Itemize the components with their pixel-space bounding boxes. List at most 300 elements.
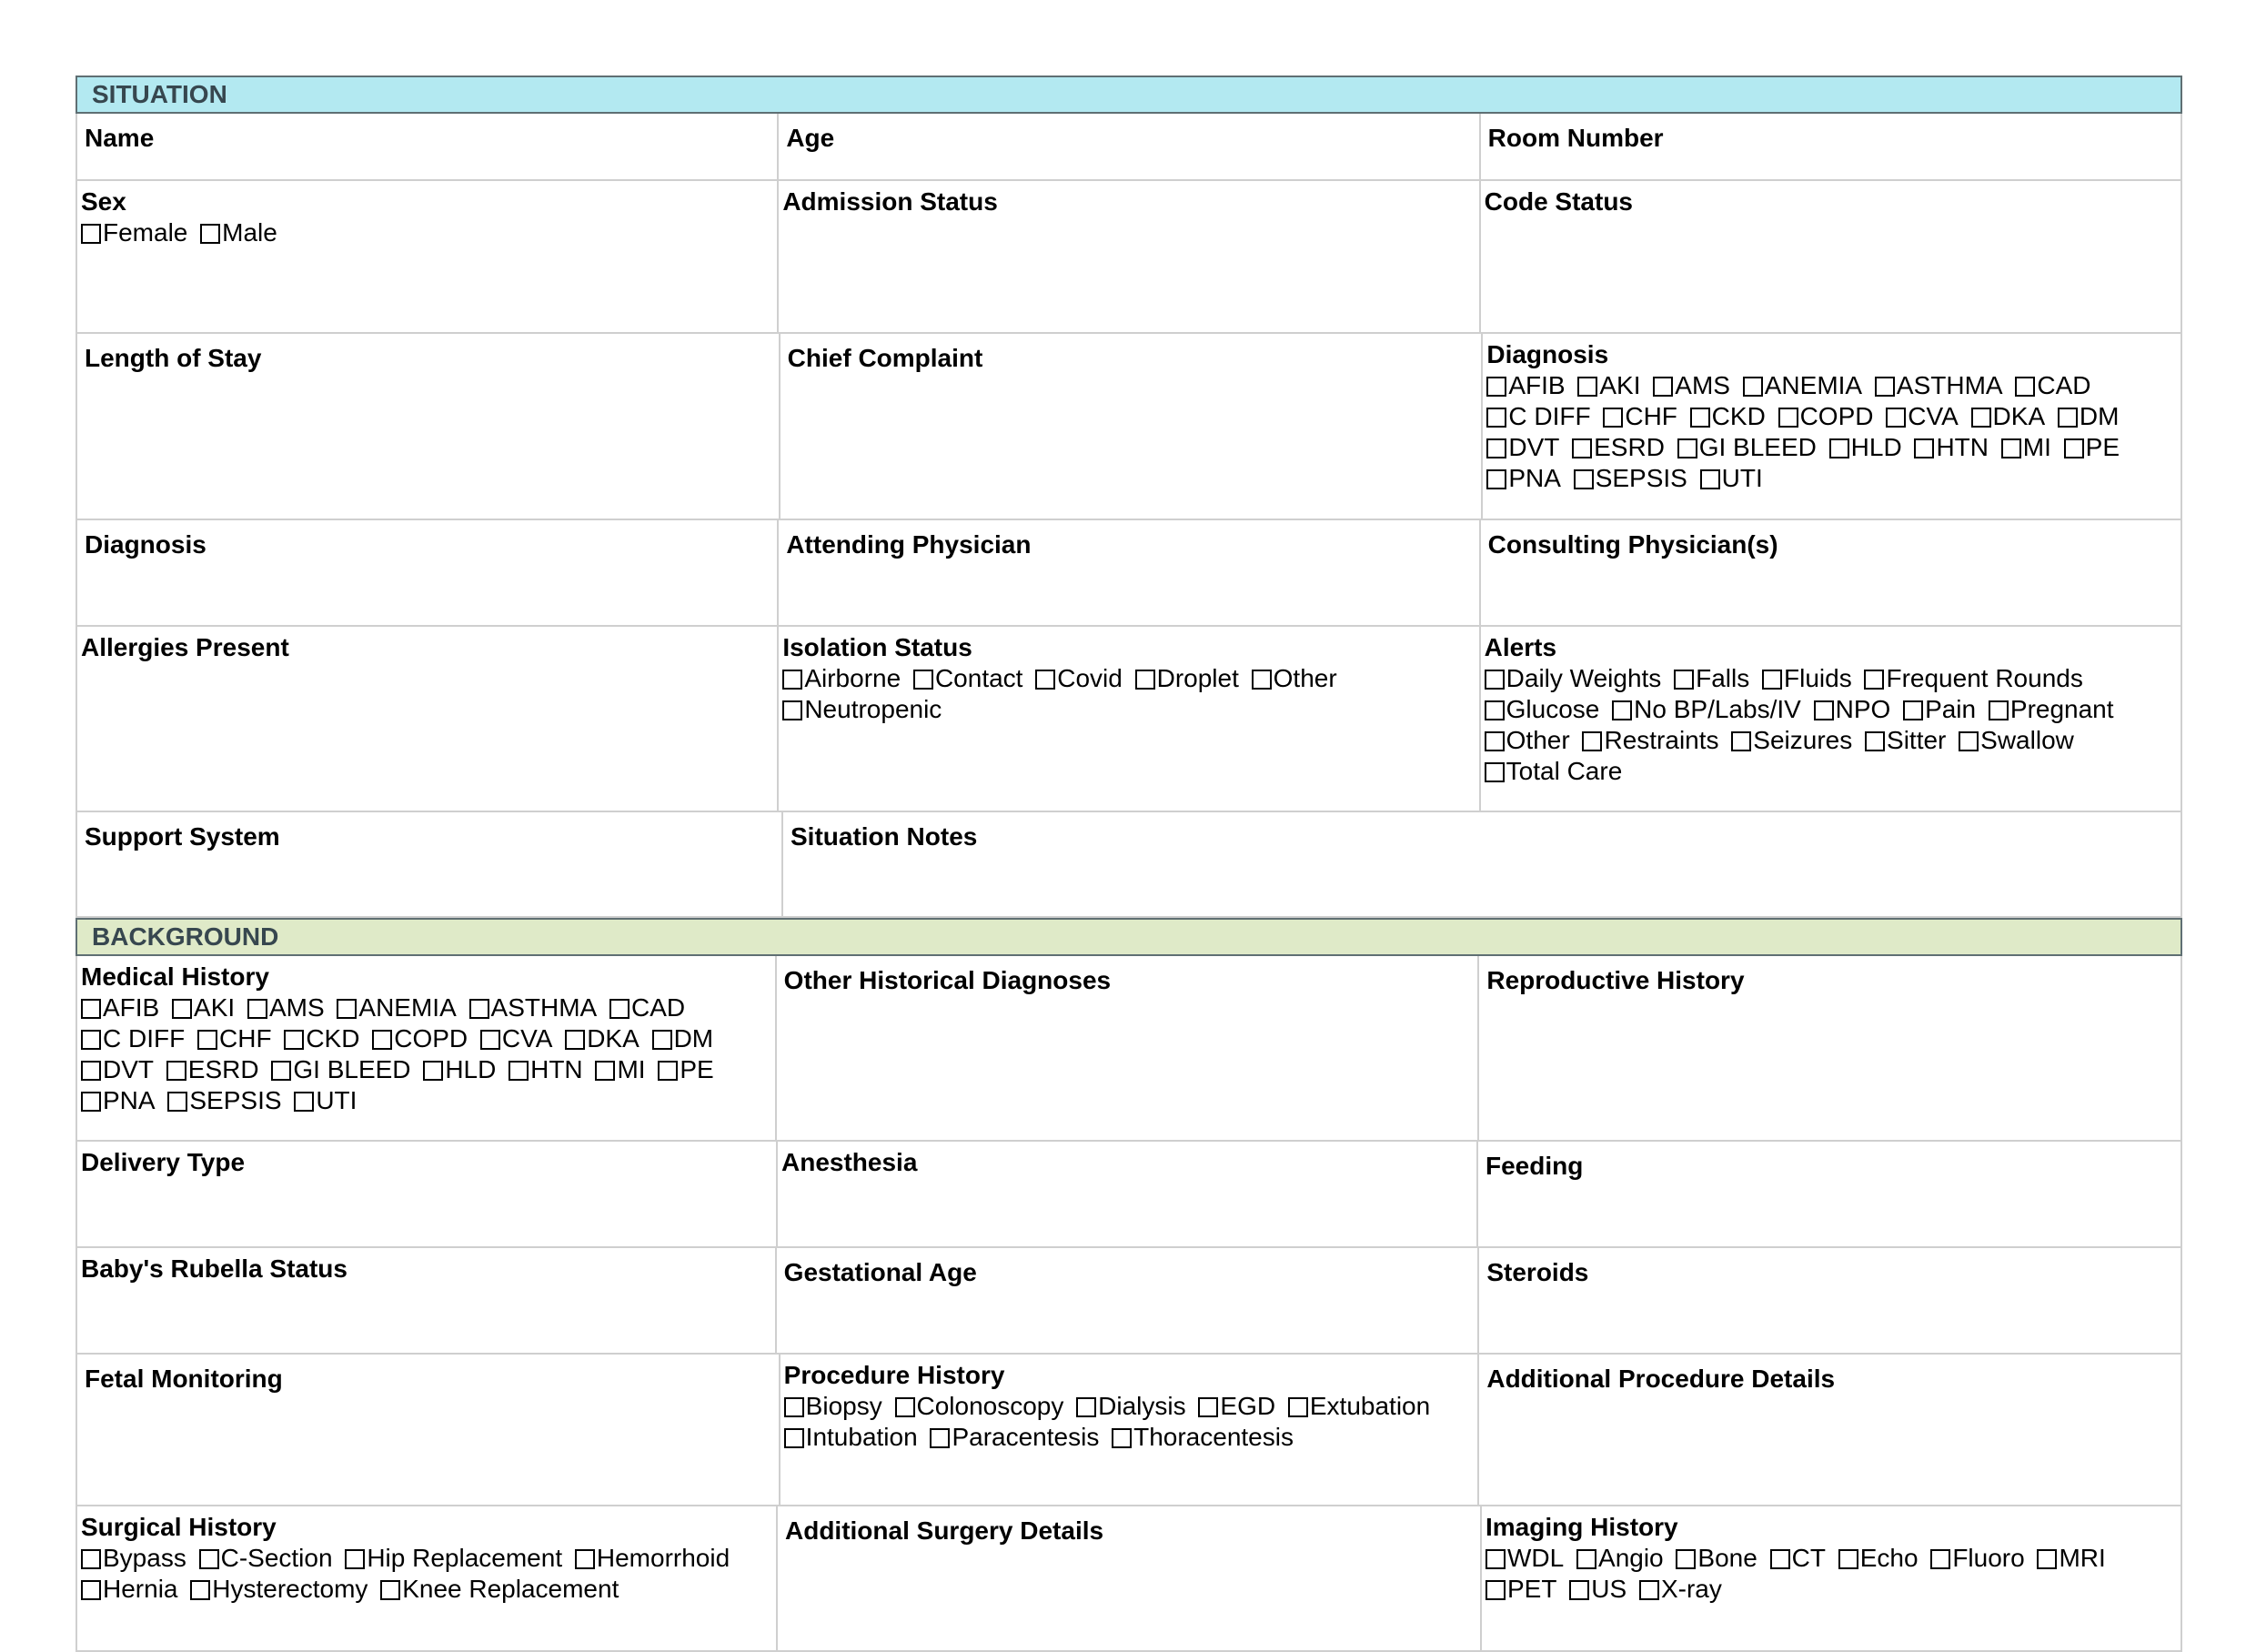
- medical-history-options: [81, 992, 771, 1116]
- checkbox-option[interactable]: [1574, 464, 1687, 492]
- checkbox-icon[interactable]: [1700, 469, 1720, 489]
- checkbox-icon[interactable]: [480, 1030, 500, 1050]
- checkbox-label: PE: [2085, 433, 2120, 461]
- checkbox-icon[interactable]: [247, 999, 267, 1019]
- checkbox-option[interactable]: [81, 1544, 186, 1572]
- checkbox-icon[interactable]: [2037, 1549, 2057, 1569]
- checkbox-option[interactable]: [81, 1086, 156, 1114]
- checkbox-icon[interactable]: [1577, 377, 1597, 397]
- checkbox-option[interactable]: [294, 1086, 357, 1114]
- checkbox-icon[interactable]: [1486, 377, 1506, 397]
- checkbox-icon[interactable]: [1778, 408, 1798, 428]
- checkbox-label: WDL: [1507, 1544, 1565, 1572]
- checkbox-option[interactable]: [81, 1055, 154, 1083]
- checkbox-icon[interactable]: [784, 1428, 804, 1448]
- checkbox-icon[interactable]: [81, 1092, 101, 1112]
- checkbox-icon[interactable]: [1135, 670, 1155, 690]
- procedure-history-field: [781, 1355, 1480, 1506]
- checkbox-option[interactable]: [1252, 664, 1337, 692]
- checkbox-icon[interactable]: [81, 1030, 101, 1050]
- checkbox-option[interactable]: [1814, 695, 1891, 723]
- checkbox-icon[interactable]: [1930, 1549, 1950, 1569]
- checkbox-option[interactable]: [784, 1392, 882, 1420]
- delivery-type-label: Delivery Type: [81, 1148, 246, 1176]
- length-of-stay-field[interactable]: [77, 334, 781, 520]
- checkbox-icon[interactable]: [81, 1580, 101, 1600]
- checkbox-option[interactable]: [1914, 433, 1989, 461]
- checkbox-label: DM: [673, 1024, 714, 1053]
- checkbox-label: Thoracentesis: [1133, 1423, 1294, 1451]
- checkbox-label: COPD: [394, 1024, 468, 1053]
- checkbox-option[interactable]: [1576, 1544, 1664, 1572]
- checkbox-icon[interactable]: [1603, 408, 1623, 428]
- situation-row-1: [76, 114, 2182, 181]
- checkbox-icon[interactable]: [1612, 700, 1632, 720]
- checkbox-icon[interactable]: [423, 1061, 443, 1081]
- checkbox-icon[interactable]: [1971, 408, 1991, 428]
- procedure-history-options: [784, 1391, 1475, 1453]
- checkbox-option[interactable]: [1959, 726, 2074, 754]
- situation-row-3: [76, 334, 2182, 520]
- situation-row-4: [76, 520, 2182, 627]
- checkbox-option[interactable]: [172, 993, 235, 1022]
- checkbox-label: AKI: [194, 993, 236, 1022]
- checkbox-label: Hysterectomy: [212, 1575, 368, 1603]
- checkbox-label: C-Section: [220, 1544, 333, 1572]
- imaging-history-label: Imaging History: [1486, 1513, 1678, 1541]
- checkbox-icon[interactable]: [1486, 469, 1506, 489]
- checkbox-option[interactable]: [1886, 402, 1959, 430]
- other-historical-diagnoses-label: Other Historical Diagnoses: [783, 966, 1112, 994]
- checkbox-icon[interactable]: [1486, 1580, 1506, 1600]
- checkbox-option[interactable]: [1989, 695, 2114, 723]
- checkbox-option[interactable]: [423, 1055, 496, 1083]
- checkbox-icon[interactable]: [469, 999, 489, 1019]
- checkbox-icon[interactable]: [1486, 1549, 1506, 1569]
- support-system-field[interactable]: [77, 812, 783, 918]
- checkbox-label: Hernia: [103, 1575, 178, 1603]
- sex-label: Sex: [81, 187, 126, 216]
- checkbox-label: Other: [1506, 726, 1570, 754]
- checkbox-label: CT: [1791, 1544, 1826, 1572]
- situation-row-6: [76, 812, 2182, 918]
- anesthesia-field[interactable]: [778, 1142, 1478, 1248]
- checkbox-option[interactable]: [380, 1575, 619, 1603]
- sex-field: [77, 181, 779, 334]
- checkbox-option[interactable]: [1700, 464, 1763, 492]
- checkbox-option[interactable]: [1288, 1392, 1430, 1420]
- checkbox-label: CHF: [1625, 402, 1677, 430]
- checkbox-icon[interactable]: [1112, 1428, 1132, 1448]
- checkbox-option[interactable]: [2037, 1544, 2105, 1572]
- checkbox-label: EGD: [1220, 1392, 1276, 1420]
- checkbox-option[interactable]: [1035, 664, 1123, 692]
- checkbox-option[interactable]: [197, 1024, 272, 1053]
- checkbox-icon[interactable]: [784, 1397, 804, 1417]
- checkbox-label: HTN: [1936, 433, 1989, 461]
- checkbox-option[interactable]: [1930, 1544, 2024, 1572]
- checkbox-label: Restraints: [1604, 726, 1719, 754]
- checkbox-icon[interactable]: [1875, 377, 1895, 397]
- checkbox-icon[interactable]: [509, 1061, 529, 1081]
- checkbox-label: CVA: [1908, 402, 1959, 430]
- checkbox-icon[interactable]: [1762, 670, 1782, 690]
- checkbox-icon[interactable]: [1572, 438, 1592, 458]
- checkbox-label: Dialysis: [1098, 1392, 1186, 1420]
- other-historical-diagnoses-field[interactable]: [777, 956, 1480, 1142]
- checkbox-label: Total Care: [1506, 757, 1623, 785]
- checkbox-icon[interactable]: [81, 999, 101, 1019]
- checkbox-label: PNA: [103, 1086, 156, 1114]
- situation-notes-field[interactable]: [783, 812, 2182, 918]
- checkbox-option[interactable]: [1198, 1392, 1275, 1420]
- checkbox-icon[interactable]: [930, 1428, 950, 1448]
- checkbox-option[interactable]: [1762, 664, 1852, 692]
- alerts-options: [1485, 663, 2177, 787]
- checkbox-option[interactable]: [1674, 664, 1749, 692]
- background-row-3: [76, 1248, 2182, 1355]
- checkbox-label: UTI: [1721, 464, 1763, 492]
- checkbox-icon[interactable]: [1770, 1549, 1790, 1569]
- checkbox-icon[interactable]: [81, 1549, 101, 1569]
- checkbox-icon[interactable]: [1486, 438, 1506, 458]
- checkbox-option[interactable]: [658, 1055, 713, 1083]
- checkbox-option[interactable]: [1838, 1544, 1919, 1572]
- feeding-field[interactable]: [1478, 1142, 2182, 1248]
- checkbox-icon[interactable]: [1639, 1580, 1659, 1600]
- attending-physician-field[interactable]: [779, 520, 1480, 627]
- checkbox-option[interactable]: [2001, 433, 2051, 461]
- support-system-label: Support System: [85, 822, 280, 851]
- situation-notes-label: Situation Notes: [791, 822, 978, 851]
- checkbox-label: Female: [103, 218, 188, 247]
- checkbox-option[interactable]: [1076, 1392, 1185, 1420]
- background-row-1: [76, 956, 2182, 1142]
- checkbox-option[interactable]: [1485, 726, 1570, 754]
- checkbox-icon[interactable]: [199, 1549, 219, 1569]
- checkbox-icon[interactable]: [1485, 700, 1505, 720]
- checkbox-option[interactable]: [1603, 402, 1677, 430]
- reproductive-history-field[interactable]: [1479, 956, 2182, 1142]
- diagnosis-label: Diagnosis: [85, 530, 206, 559]
- checkbox-icon[interactable]: [1035, 670, 1055, 690]
- checkbox-label: PNA: [1508, 464, 1561, 492]
- checkbox-icon[interactable]: [1198, 1397, 1218, 1417]
- checkbox-option[interactable]: [2064, 433, 2120, 461]
- checkbox-label: Airborne: [804, 664, 901, 692]
- checkbox-option[interactable]: [1486, 371, 1565, 399]
- age-field[interactable]: [779, 114, 1480, 181]
- checkbox-icon[interactable]: [1486, 408, 1506, 428]
- checkbox-option[interactable]: [1690, 402, 1766, 430]
- name-label: Name: [85, 124, 155, 152]
- checkbox-option[interactable]: [1829, 433, 1902, 461]
- checkbox-option[interactable]: [565, 1024, 640, 1053]
- checkbox-label: MRI: [2059, 1544, 2106, 1572]
- checkbox-option[interactable]: [575, 1544, 730, 1572]
- checkbox-option[interactable]: [81, 1575, 177, 1603]
- checkbox-option[interactable]: [1971, 402, 2046, 430]
- checkbox-icon[interactable]: [271, 1061, 291, 1081]
- checkbox-option[interactable]: [345, 1544, 562, 1572]
- checkbox-option[interactable]: [2058, 402, 2120, 430]
- checkbox-option[interactable]: [1135, 664, 1239, 692]
- checkbox-option[interactable]: [1875, 371, 2003, 399]
- checkbox-label: Daily Weights: [1506, 664, 1662, 692]
- checkbox-option[interactable]: [782, 664, 901, 692]
- checkbox-icon[interactable]: [575, 1549, 595, 1569]
- checkbox-icon[interactable]: [565, 1030, 585, 1050]
- checkbox-label: DVT: [1508, 433, 1560, 461]
- checkbox-label: Falls: [1696, 664, 1750, 692]
- checkbox-option[interactable]: [1572, 433, 1665, 461]
- checkbox-label: DKA: [587, 1024, 640, 1053]
- chief-complaint-field[interactable]: [781, 334, 1484, 520]
- checkbox-icon[interactable]: [1569, 1580, 1589, 1600]
- checkbox-option[interactable]: [930, 1423, 1099, 1451]
- checkbox-option[interactable]: [372, 1024, 468, 1053]
- handoff-form: [76, 76, 2182, 1652]
- checkbox-icon[interactable]: [81, 1061, 101, 1081]
- checkbox-option[interactable]: [509, 1055, 583, 1083]
- situation-header: SITUATION: [76, 76, 2182, 114]
- checkbox-option[interactable]: [480, 1024, 553, 1053]
- checkbox-icon[interactable]: [1485, 762, 1505, 782]
- checkbox-icon[interactable]: [595, 1061, 615, 1081]
- checkbox-label: Fluids: [1784, 664, 1852, 692]
- name-field[interactable]: [77, 114, 779, 181]
- checkbox-icon[interactable]: [1743, 377, 1763, 397]
- checkbox-icon[interactable]: [1653, 377, 1673, 397]
- background-header: BACKGROUND: [76, 918, 2182, 956]
- checkbox-icon[interactable]: [1674, 670, 1694, 690]
- checkbox-icon[interactable]: [658, 1061, 678, 1081]
- checkbox-icon[interactable]: [2015, 377, 2035, 397]
- checkbox-icon[interactable]: [652, 1030, 672, 1050]
- additional-surgery-details-field[interactable]: [778, 1506, 1482, 1652]
- checkbox-icon[interactable]: [1903, 700, 1923, 720]
- checkbox-icon[interactable]: [200, 224, 220, 244]
- checkbox-option[interactable]: [1864, 664, 2082, 692]
- checkbox-option[interactable]: [609, 993, 685, 1022]
- checkbox-option[interactable]: [81, 993, 159, 1022]
- background-row-5: [76, 1506, 2182, 1652]
- rubella-status-field[interactable]: [77, 1248, 777, 1355]
- checkbox-option[interactable]: [1677, 433, 1817, 461]
- diagnosis-checklist-label: Diagnosis: [1486, 340, 1609, 368]
- consulting-physician-field[interactable]: [1481, 520, 2182, 627]
- checkbox-icon[interactable]: [337, 999, 357, 1019]
- checkbox-icon[interactable]: [1838, 1549, 1858, 1569]
- checkbox-option[interactable]: [1770, 1544, 1826, 1572]
- checkbox-label: MI: [617, 1055, 646, 1083]
- checkbox-option[interactable]: [1569, 1575, 1627, 1603]
- checkbox-option[interactable]: [167, 1086, 281, 1114]
- gestational-age-field[interactable]: [777, 1248, 1480, 1355]
- checkbox-icon[interactable]: [2064, 438, 2084, 458]
- checkbox-icon[interactable]: [2058, 408, 2078, 428]
- checkbox-icon[interactable]: [1914, 438, 1934, 458]
- checkbox-icon[interactable]: [190, 1580, 210, 1600]
- checkbox-option[interactable]: [81, 218, 187, 247]
- checkbox-label: Pregnant: [2009, 695, 2114, 723]
- imaging-history-field: [1482, 1506, 2182, 1652]
- checkbox-option[interactable]: [652, 1024, 714, 1053]
- checkbox-option[interactable]: [1676, 1544, 1757, 1572]
- checkbox-label: Hip Replacement: [367, 1544, 563, 1572]
- checkbox-label: AFIB: [1508, 371, 1566, 399]
- checkbox-icon[interactable]: [895, 1397, 915, 1417]
- checkbox-icon[interactable]: [1485, 670, 1505, 690]
- checkbox-option[interactable]: [199, 1544, 333, 1572]
- checkbox-icon[interactable]: [1576, 1549, 1596, 1569]
- checkbox-icon[interactable]: [2001, 438, 2021, 458]
- checkbox-icon[interactable]: [197, 1030, 217, 1050]
- checkbox-label: GI BLEED: [293, 1055, 411, 1083]
- checkbox-option[interactable]: [1486, 433, 1559, 461]
- checkbox-option[interactable]: [1486, 402, 1590, 430]
- background-row-2: [76, 1142, 2182, 1248]
- delivery-type-field[interactable]: [77, 1142, 778, 1248]
- medical-history-field: [77, 956, 777, 1142]
- checkbox-icon[interactable]: [1676, 1549, 1696, 1569]
- checkbox-option[interactable]: [1485, 695, 1600, 723]
- checkbox-option[interactable]: [1582, 726, 1718, 754]
- checkbox-label: CAD: [2037, 371, 2091, 399]
- alerts-field: [1481, 627, 2182, 812]
- length-of-stay-label: Length of Stay: [85, 344, 262, 372]
- checkbox-label: Hemorrhoid: [596, 1544, 730, 1572]
- steroids-field[interactable]: [1479, 1248, 2182, 1355]
- checkbox-icon[interactable]: [1829, 438, 1849, 458]
- checkbox-icon[interactable]: [345, 1549, 365, 1569]
- checkbox-option[interactable]: [1653, 371, 1730, 399]
- checkbox-icon[interactable]: [1485, 731, 1505, 751]
- checkbox-option[interactable]: [1577, 371, 1640, 399]
- checkbox-icon[interactable]: [1814, 700, 1834, 720]
- checkbox-icon[interactable]: [1252, 670, 1272, 690]
- checkbox-option[interactable]: [284, 1024, 359, 1053]
- checkbox-label: Sitter: [1887, 726, 1947, 754]
- checkbox-option[interactable]: [1612, 695, 1801, 723]
- checkbox-label: MI: [2022, 433, 2051, 461]
- checkbox-label: CKD: [1711, 402, 1766, 430]
- checkbox-icon[interactable]: [81, 224, 101, 244]
- checkbox-label: ANEMIA: [358, 993, 457, 1022]
- checkbox-option[interactable]: [200, 218, 277, 247]
- checkbox-label: AMS: [268, 993, 325, 1022]
- checkbox-option[interactable]: [782, 695, 942, 723]
- admission-status-field[interactable]: [779, 181, 1480, 334]
- chief-complaint-label: Chief Complaint: [787, 344, 983, 372]
- code-status-field[interactable]: [1481, 181, 2182, 334]
- checkbox-icon[interactable]: [1076, 1397, 1096, 1417]
- checkbox-option[interactable]: [337, 993, 456, 1022]
- checkbox-icon[interactable]: [1989, 700, 2009, 720]
- checkbox-option[interactable]: [2015, 371, 2090, 399]
- checkbox-label: Seizures: [1753, 726, 1853, 754]
- checkbox-icon[interactable]: [1959, 731, 1979, 751]
- checkbox-option[interactable]: [913, 664, 1023, 692]
- checkbox-icon[interactable]: [1865, 731, 1885, 751]
- reproductive-history-label: Reproductive History: [1486, 966, 1745, 994]
- checkbox-icon[interactable]: [782, 670, 802, 690]
- checkbox-icon[interactable]: [1288, 1397, 1308, 1417]
- checkbox-option[interactable]: [1903, 695, 1976, 723]
- checkbox-label: Contact: [934, 664, 1023, 692]
- checkbox-option[interactable]: [1486, 464, 1561, 492]
- checkbox-option[interactable]: [1743, 371, 1862, 399]
- checkbox-icon[interactable]: [284, 1030, 304, 1050]
- checkbox-option[interactable]: [595, 1055, 645, 1083]
- checkbox-label: AFIB: [103, 993, 160, 1022]
- checkbox-icon[interactable]: [1677, 438, 1697, 458]
- room-number-field[interactable]: [1481, 114, 2182, 181]
- checkbox-icon[interactable]: [166, 1061, 186, 1081]
- additional-procedure-details-field[interactable]: [1479, 1355, 2182, 1506]
- checkbox-option[interactable]: [1778, 402, 1874, 430]
- checkbox-icon[interactable]: [294, 1092, 314, 1112]
- checkbox-icon[interactable]: [167, 1092, 187, 1112]
- checkbox-icon[interactable]: [782, 700, 802, 720]
- checkbox-option[interactable]: [1731, 726, 1852, 754]
- allergies-field[interactable]: [77, 627, 779, 812]
- checkbox-option[interactable]: [166, 1055, 259, 1083]
- checkbox-label: PE: [680, 1055, 714, 1083]
- diagnosis-field[interactable]: [77, 520, 779, 627]
- fetal-monitoring-label: Fetal Monitoring: [85, 1365, 283, 1393]
- age-label: Age: [786, 124, 835, 152]
- checkbox-option[interactable]: [1485, 757, 1623, 785]
- checkbox-icon[interactable]: [1731, 731, 1751, 751]
- checkbox-option[interactable]: [895, 1392, 1064, 1420]
- checkbox-option[interactable]: [247, 993, 325, 1022]
- checkbox-icon[interactable]: [380, 1580, 400, 1600]
- checkbox-label: CVA: [501, 1024, 553, 1053]
- checkbox-option[interactable]: [469, 993, 598, 1022]
- checkbox-option[interactable]: [1486, 1575, 1556, 1603]
- checkbox-label: DVT: [103, 1055, 154, 1083]
- checkbox-icon[interactable]: [172, 999, 192, 1019]
- checkbox-icon[interactable]: [1690, 408, 1710, 428]
- checkbox-icon[interactable]: [372, 1030, 392, 1050]
- checkbox-option[interactable]: [271, 1055, 410, 1083]
- checkbox-icon[interactable]: [1864, 670, 1884, 690]
- situation-row-2: [76, 181, 2182, 334]
- fetal-monitoring-field[interactable]: [77, 1355, 781, 1506]
- checkbox-option[interactable]: [1485, 664, 1662, 692]
- checkbox-option[interactable]: [784, 1423, 918, 1451]
- checkbox-icon[interactable]: [609, 999, 629, 1019]
- checkbox-option[interactable]: [1112, 1423, 1294, 1451]
- checkbox-option[interactable]: [1486, 1544, 1564, 1572]
- checkbox-label: COPD: [1799, 402, 1874, 430]
- checkbox-option[interactable]: [190, 1575, 368, 1603]
- checkbox-option[interactable]: [1639, 1575, 1722, 1603]
- additional-surgery-details-label: Additional Surgery Details: [785, 1516, 1104, 1545]
- diagnosis-options: [1486, 370, 2177, 494]
- checkbox-label: Extubation: [1309, 1392, 1431, 1420]
- checkbox-label: DM: [2079, 402, 2120, 430]
- checkbox-option[interactable]: [1865, 726, 1946, 754]
- checkbox-label: Pain: [1925, 695, 1977, 723]
- checkbox-icon[interactable]: [913, 670, 933, 690]
- checkbox-icon[interactable]: [1582, 731, 1602, 751]
- checkbox-option[interactable]: [81, 1024, 185, 1053]
- checkbox-icon[interactable]: [1574, 469, 1594, 489]
- isolation-status-label: Isolation Status: [782, 633, 972, 661]
- checkbox-icon[interactable]: [1886, 408, 1906, 428]
